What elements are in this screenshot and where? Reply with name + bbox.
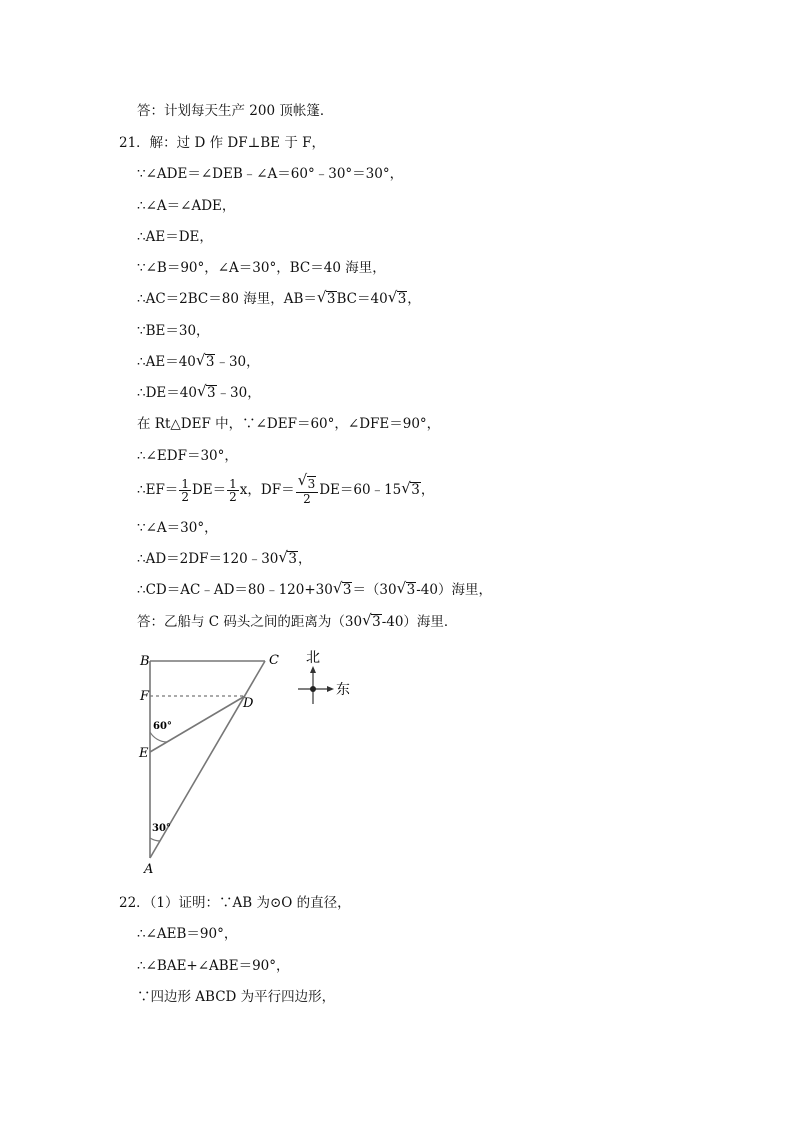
sqrt: √ 3: [401, 479, 420, 498]
sqrt: √ 3: [332, 579, 352, 598]
compass-center: [310, 686, 316, 692]
sqrt: √ 3: [278, 548, 297, 567]
solution-line: ∴∠BAE+∠ABE＝90°，: [137, 958, 290, 974]
solution-line: [137, 471, 435, 506]
label-A: A: [144, 862, 154, 877]
label-B: B: [140, 654, 150, 669]
arrow-right-icon: [327, 686, 334, 692]
text-segment: x，DF＝: [239, 482, 295, 498]
text-segment: BC＝40: [336, 291, 388, 307]
angle-arc-60: [150, 732, 167, 742]
fraction: $\frac{1}{2}$: [181, 477, 189, 504]
solution-line: [137, 383, 261, 403]
text-segment: ∴CD＝AC﹣AD＝80﹣120+30: [137, 582, 333, 598]
text-segment: ∴DE＝40: [137, 385, 197, 401]
compass: [290, 642, 360, 712]
angle-label-30: 30°: [152, 823, 171, 834]
sqrt: √ 3: [362, 611, 381, 630]
sqrt: √ 3: [396, 579, 416, 598]
compass-north-label: 北: [306, 650, 320, 666]
text-segment: ，: [407, 291, 421, 307]
label-E: E: [139, 746, 149, 761]
sqrt: √ 3: [196, 382, 216, 401]
text-segment: 答：乙船与 C 码头之间的距离为（30: [137, 614, 363, 630]
text-segment: ﹣30，: [215, 354, 260, 370]
problem-21-heading: 21．解：过 D 作 DF⊥BE 于 F，: [119, 135, 325, 151]
solution-line: ∵∠ADE＝∠DEB﹣∠A＝60°﹣30°＝30°，: [137, 166, 404, 182]
solution-line: [137, 580, 492, 600]
text-segment: ∴AD＝2DF＝120﹣30: [137, 551, 279, 567]
answer-line-20: 答：计划每天生产 200 顶帐篷．: [137, 103, 334, 119]
solution-line: ∵BE＝30，: [137, 323, 210, 339]
solution-line: ∴∠EDF＝30°，: [137, 448, 238, 464]
text-segment: ∴AC＝2BC＝80 海里，AB＝: [137, 291, 317, 307]
text-segment: ∴AE＝40: [137, 354, 196, 370]
text-segment: -40）海里，: [416, 582, 492, 598]
solution-line: ∵四边形 ABCD 为平行四边形，: [137, 989, 336, 1005]
text-segment: ，: [297, 551, 312, 567]
text-segment: -40）海里．: [381, 614, 458, 630]
text-segment: ﹣30，: [216, 385, 261, 401]
fraction: √ 3 2: [296, 476, 319, 505]
sqrt: √ 3: [195, 351, 215, 370]
label-F: F: [140, 689, 150, 704]
label-C: C: [269, 653, 279, 668]
solution-line: [137, 289, 421, 309]
angle-arc-30: [150, 838, 160, 841]
solution-line: 在 Rt△DEF 中，∵∠DEF＝60°，∠DFE＝90°，: [137, 416, 441, 432]
compass-east-label: 东: [336, 682, 350, 698]
solution-line: [137, 549, 311, 569]
solution-line: ∴∠A＝∠ADE，: [137, 198, 236, 214]
solution-line: ∵∠B＝90°，∠A＝30°，BC＝40 海里，: [137, 260, 386, 276]
solution-line: ∴AE＝DE，: [137, 229, 213, 245]
text-segment: DE＝: [191, 482, 227, 498]
solution-line: [137, 352, 260, 372]
solution-line: ∵∠A＝30°，: [137, 520, 218, 536]
text-segment: ∴EF＝: [137, 482, 179, 498]
text-segment: ，: [420, 482, 435, 498]
solution-line: ∴∠AEB＝90°，: [137, 926, 238, 942]
problem-22-heading: 22．（1）证明：∵AB 为⊙O 的直径，: [119, 895, 351, 911]
answer-line-21: [137, 612, 457, 632]
fraction: $\frac{1}{2}$: [229, 477, 237, 504]
text-segment: DE＝60﹣15: [319, 482, 402, 498]
label-D: D: [243, 696, 254, 711]
text-segment: ＝（30: [352, 582, 397, 598]
angle-label-60: 60°: [153, 721, 172, 732]
sqrt: √ 3: [316, 288, 336, 307]
sqrt: √ 3: [387, 288, 407, 307]
arrow-up-icon: [310, 666, 316, 673]
